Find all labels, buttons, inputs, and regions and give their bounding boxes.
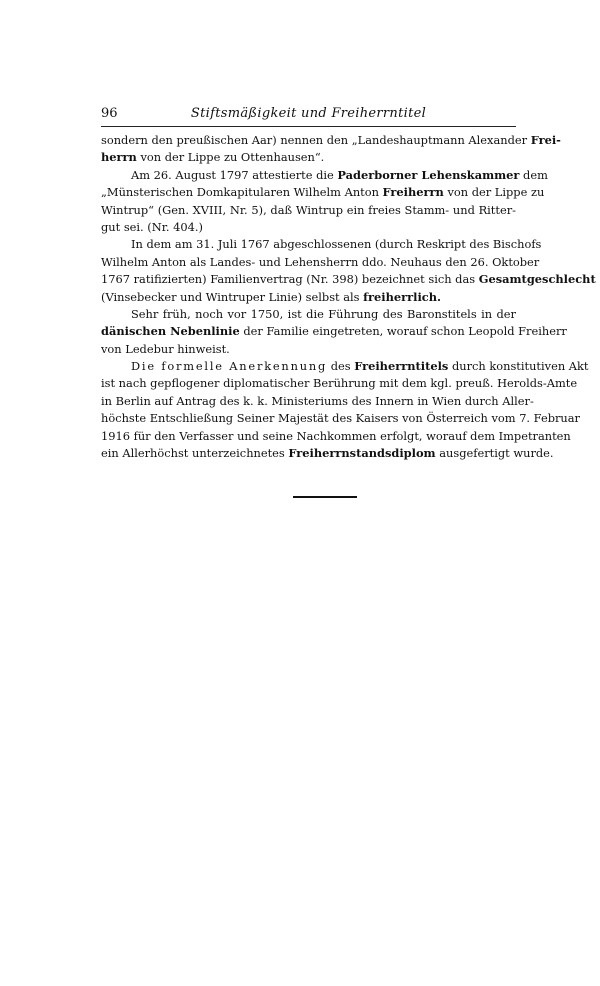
text-line: Die formelle Anerkennung des Freiherrntitels durch konstitutiven Akt	[131, 359, 589, 374]
text-line: ist nach gepflogener diplomatischer Berührung mit dem kgl. preuß. Herolds-Amte	[101, 376, 578, 391]
text-line: (Vinsebecker und Wintruper Linie) selbst als freiherrlich.	[101, 289, 441, 304]
text-line: in Berlin auf Antrag des k. k. Ministeriums des Innern in Wien durch Aller-	[101, 393, 534, 408]
text-line: „Münsterischen Domkapitularen Wilhelm Anton Freiherrn von der Lippe zu	[101, 185, 545, 200]
text-line: 1767 ratifizierten) Familienvertrag (Nr. 398) bezeichnet sich das Gesamtgeschlecht	[101, 272, 596, 287]
body-text	[101, 132, 596, 462]
running-head	[101, 104, 516, 127]
page-number: 96	[101, 106, 118, 121]
text-line: In dem am 31. Juli 1767 abgeschlossenen (durch Reskript des Bischofs	[131, 237, 542, 252]
bold-text: herrn	[101, 150, 137, 165]
text-line: Wilhelm Anton als Landes- und Lehensherrn ddo. Neuhaus den 26. Oktober	[101, 254, 540, 269]
running-title: Stiftsmäßigkeit und Freiherrntitel	[190, 106, 427, 121]
bold-text: Freiherrn	[382, 185, 444, 200]
text-line: höchste Entschließung Seiner Majestät des Kaisers von Österreich vom 7. Februar	[101, 411, 581, 426]
text-line: Sehr früh, noch vor 1750, ist die Führung des Baronstitels in der	[131, 306, 516, 321]
text-line: 1916 für den Verfasser und seine Nachkommen erfolgt, worauf dem Impetranten	[101, 428, 571, 443]
text-line: sondern den preußischen Aar) nennen den „Landeshauptmann Alexander Frei-	[101, 133, 561, 147]
bold-text: freiherrlich.	[363, 289, 441, 304]
text-line: Am 26. August 1797 attestierte die Paderborner Lehenskammer dem	[131, 167, 548, 182]
bold-text: Frei-	[530, 133, 561, 147]
bold-text: Paderborner Lehenskammer	[337, 167, 520, 182]
text-line: ein Allerhöchst unterzeichnetes Freiherrnstandsdiplom ausgefertigt wurde.	[101, 446, 554, 461]
text-line: Wintrup“ (Gen. XVIII, Nr. 5), daß Wintrup ein freies Stamm- und Ritter-	[101, 202, 516, 217]
bold-text: dänischen Nebenlinie	[101, 324, 240, 339]
text-line: herrn von der Lippe zu Ottenhausen“.	[101, 150, 325, 165]
end-rule	[293, 496, 357, 498]
text-line: von Ledebur hinweist.	[101, 341, 230, 356]
bold-text: Freiherrntitels	[354, 359, 449, 374]
text-line: gut sei. (Nr. 404.)	[101, 219, 203, 234]
bold-text: Freiherrnstandsdiplom	[288, 446, 436, 461]
text-line: dänischen Nebenlinie der Familie eingetreten, worauf schon Leopold Freiherr	[101, 324, 567, 339]
spaced-text: Die formelle Anerkennung	[131, 359, 328, 374]
bold-text: Gesamtgeschlecht	[478, 272, 596, 287]
